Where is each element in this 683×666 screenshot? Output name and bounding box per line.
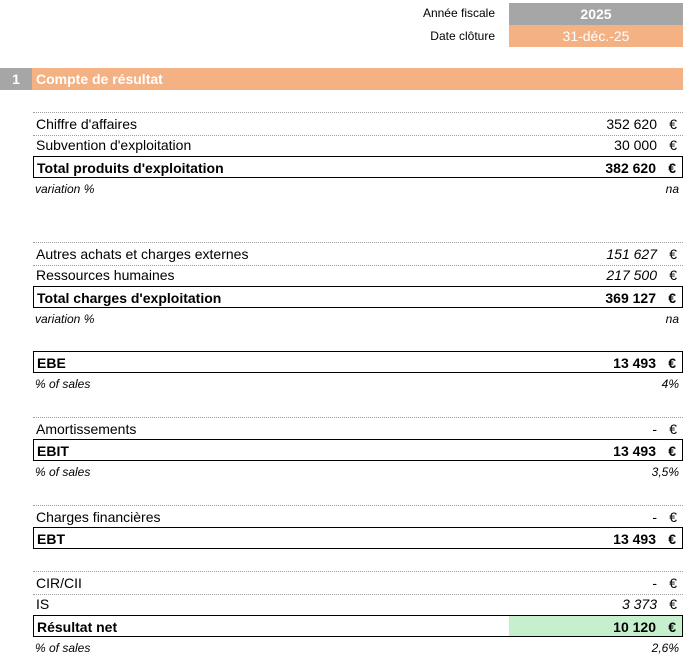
row-label: Chiffre d'affaires xyxy=(36,116,137,132)
row-value: 3 373 xyxy=(621,596,657,612)
row-value: - xyxy=(652,421,657,437)
row-value: 151 627 xyxy=(606,246,657,262)
row-autres-achats[interactable] xyxy=(33,242,683,266)
note-value: 3,5% xyxy=(651,465,679,479)
currency-symbol: € xyxy=(669,421,677,437)
row-label: Ressources humaines xyxy=(36,267,175,283)
currency-symbol: € xyxy=(668,443,676,459)
row-subvention[interactable] xyxy=(33,134,683,157)
row-label: Résultat net xyxy=(37,619,118,635)
note-variation-produits xyxy=(33,179,683,199)
row-label: Subvention d'exploitation xyxy=(36,137,192,153)
row-total-produits[interactable] xyxy=(33,156,683,178)
row-ebe[interactable] xyxy=(33,351,683,373)
note-label: % of sales xyxy=(35,377,91,391)
note-value: 4% xyxy=(661,377,679,391)
closing-date-cell[interactable]: 31-déc.-25 xyxy=(509,25,683,47)
currency-symbol: € xyxy=(668,355,676,371)
row-label: Autres achats et charges externes xyxy=(36,246,249,262)
fiscal-year-cell[interactable]: 2025 xyxy=(509,3,683,25)
row-resultat-net[interactable] xyxy=(33,615,683,637)
note-label: variation % xyxy=(35,312,95,326)
currency-symbol: € xyxy=(668,619,676,635)
row-value: - xyxy=(652,575,657,591)
note-label: % of sales xyxy=(35,465,91,479)
row-value: 13 493 xyxy=(613,531,656,547)
row-cir-cii[interactable] xyxy=(33,571,683,595)
note-label: variation % xyxy=(35,182,95,196)
row-label: IS xyxy=(36,596,50,612)
row-value: 352 620 xyxy=(606,116,657,132)
row-value: 369 127 xyxy=(605,290,656,306)
note-value: 2,6% xyxy=(651,641,679,655)
currency-symbol: € xyxy=(669,267,677,283)
currency-symbol: € xyxy=(669,116,677,132)
row-label: Total charges d'exploitation xyxy=(37,290,222,306)
note-variation-charges xyxy=(33,309,683,329)
note-ebe-pct xyxy=(33,374,683,394)
section-title: Compte de résultat xyxy=(36,71,163,87)
note-ebit-pct xyxy=(33,462,683,482)
currency-symbol: € xyxy=(668,290,676,306)
row-label: Amortissements xyxy=(36,421,137,437)
currency-symbol: € xyxy=(668,160,676,176)
row-value: - xyxy=(652,509,657,525)
note-value: na xyxy=(665,312,679,326)
row-label: EBE xyxy=(37,355,66,371)
row-ressources-humaines[interactable] xyxy=(33,264,683,287)
row-value: 217 500 xyxy=(606,267,657,283)
note-label: % of sales xyxy=(35,641,91,655)
highlight-cell xyxy=(509,616,682,636)
row-label: EBT xyxy=(37,531,65,547)
currency-symbol: € xyxy=(669,509,677,525)
row-total-charges[interactable] xyxy=(33,286,683,308)
fiscal-year-label: Année fiscale xyxy=(422,6,495,20)
closing-date-label: Date clôture xyxy=(430,29,495,43)
currency-symbol: € xyxy=(668,531,676,547)
currency-symbol: € xyxy=(669,137,677,153)
row-ebit[interactable] xyxy=(33,439,683,461)
currency-symbol: € xyxy=(669,246,677,262)
row-value: 13 493 xyxy=(613,355,656,371)
row-is[interactable] xyxy=(33,593,683,616)
row-label: CIR/CII xyxy=(36,575,82,591)
section-number: 1 xyxy=(0,68,32,90)
row-label: Charges financières xyxy=(36,509,161,525)
row-chiffre-affaires[interactable] xyxy=(33,112,683,136)
row-label: EBIT xyxy=(37,443,69,459)
row-ebt[interactable] xyxy=(33,527,683,549)
section-header xyxy=(0,68,683,90)
currency-symbol: € xyxy=(669,596,677,612)
note-value: na xyxy=(665,182,679,196)
row-amortissements[interactable] xyxy=(33,417,683,440)
row-value: 13 493 xyxy=(613,443,656,459)
currency-symbol: € xyxy=(669,575,677,591)
note-resultat-pct xyxy=(33,638,683,658)
row-value: 382 620 xyxy=(605,160,656,176)
row-charges-financieres[interactable] xyxy=(33,505,683,528)
row-label: Total produits d'exploitation xyxy=(37,160,224,176)
row-value: 30 000 xyxy=(614,137,657,153)
row-value: 10 120 xyxy=(613,619,656,635)
